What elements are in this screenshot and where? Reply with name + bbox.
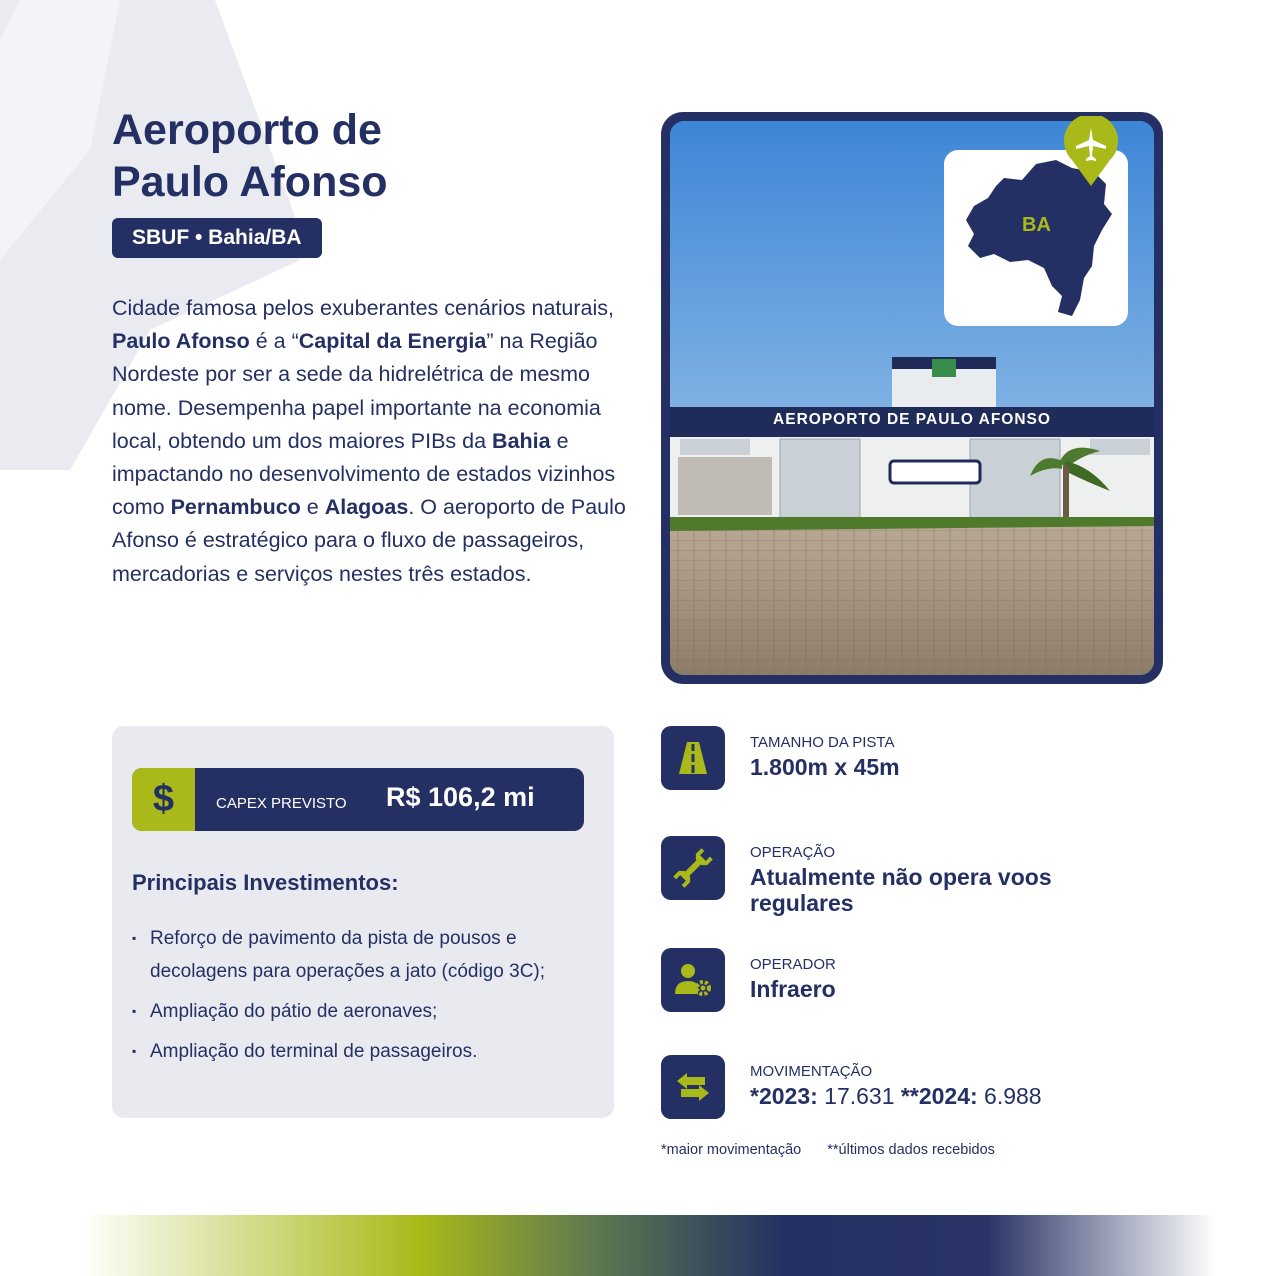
terminal-sign: AEROPORTO DE PAULO AFONSO: [773, 411, 1051, 428]
airport-location-pin-icon: [1062, 116, 1120, 186]
operation-label: OPERAÇÃO: [750, 844, 836, 861]
footer-gradient-bar: [80, 1215, 1215, 1276]
movement-value: *2023: 17.631 **2024: 6.988: [750, 1083, 1042, 1109]
investments-title: Principais Investimentos:: [132, 870, 399, 895]
capex-value: R$ 106,2 mi: [386, 782, 535, 812]
list-item: ▪ Ampliação do pátio de aeronaves;: [132, 995, 602, 1028]
operator-value: Infraero: [750, 976, 836, 1002]
footnote-max-movement: *maior movimentação: [661, 1142, 802, 1158]
operation-value: Atualmente não opera voos regulares: [750, 864, 1052, 916]
runway-icon: [661, 726, 725, 790]
capex-bar: [132, 768, 584, 831]
state-label: BA: [1022, 214, 1051, 236]
bullet-icon: ▪: [132, 1004, 137, 1018]
arrows-icon: [661, 1055, 725, 1119]
airport-description: Cidade famosa pelos exuberantes cenários naturais, Paulo Afonso é a “Capital da Energia” na Região Nordeste por ser a sede da hidrelétrica de mesmo nome. Desempenha papel importante na economia local, obtendo um dos maiores PIBs da Bahia e impactando no desenvolvimento de estados vizinhos como Pernambuco e Alagoas. O aeroporto de Paulo Afonso é estratégico para o fluxo de passageiros, mercadorias e serviços nestes três estados.: [112, 296, 626, 586]
airport-code-badge: SBUF • Bahia/BA: [112, 218, 322, 258]
dollar-icon: $: [132, 768, 195, 831]
bullet-icon: ▪: [132, 1044, 137, 1058]
page-title: Aeroporto de Paulo Afonso: [112, 106, 388, 206]
footnote-latest-data: **últimos dados recebidos: [827, 1142, 995, 1158]
investments-panel: [112, 726, 614, 1118]
footnotes: [661, 1142, 1017, 1158]
user-gear-icon: [661, 948, 725, 1012]
list-item: ▪ Ampliação do terminal de passageiros.: [132, 1035, 602, 1068]
runway-label: TAMANHO DA PISTA: [750, 734, 895, 751]
list-item: ▪ Reforço de pavimento da pista de pousos e decolagens para operações a jato (código 3C);: [132, 922, 602, 988]
runway-value: 1.800m x 45m: [750, 754, 900, 780]
capex-label: CAPEX PREVISTO: [216, 795, 347, 812]
bullet-icon: ▪: [132, 931, 137, 945]
wrench-icon: [661, 836, 725, 900]
operator-label: OPERADOR: [750, 956, 836, 973]
movement-label: MOVIMENTAÇÃO: [750, 1063, 873, 1080]
investments-list: [132, 922, 602, 1075]
